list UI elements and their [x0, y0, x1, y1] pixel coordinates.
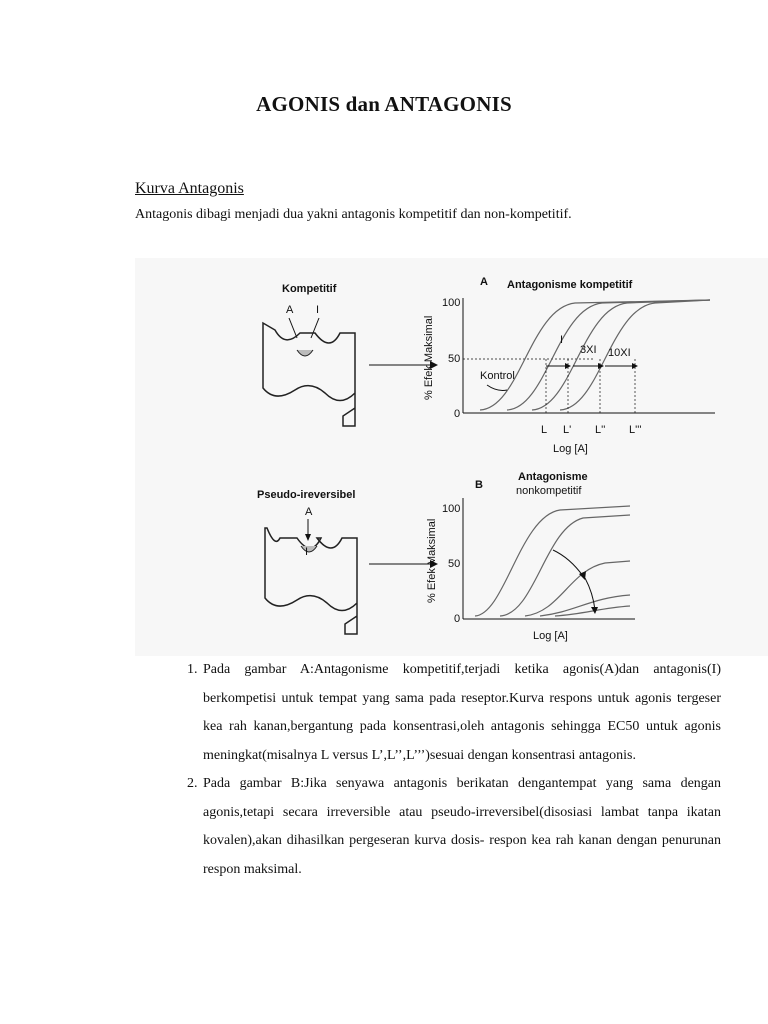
page-title: AGONIS dan ANTAGONIS: [256, 92, 512, 116]
figure-drawing: [135, 258, 768, 656]
receptor-b-label: Pseudo-ireversibel: [257, 489, 356, 501]
panel-b-x-axis-label: Log [A]: [533, 630, 568, 642]
receptor-a-shape: [263, 323, 355, 426]
antagonist-b-label: I: [305, 546, 309, 558]
panel-b-curve-1: [475, 506, 630, 616]
panel-b-y-axis-label: % Efek Maksimal: [426, 518, 438, 603]
panel-b-y-tick-100: 100: [442, 503, 461, 515]
section-heading: Kurva Antagonis: [135, 180, 244, 197]
panel-b-letter: B: [475, 479, 483, 491]
panel-a-x-tick-l3: L''': [629, 424, 642, 436]
panel-a-x-tick-l2: L'': [595, 424, 606, 436]
panel-b-title-line2: nonkompetitif: [516, 485, 582, 497]
intro-paragraph: Antagonis dibagi menjadi dua yakni antagonis kompetitif dan non-kompetitif.: [135, 207, 572, 222]
panel-b-curve-2: [500, 515, 630, 616]
panel-a-x-tick-l: L: [541, 424, 548, 436]
panel-a-annotation-kontrol: Kontrol: [480, 370, 515, 382]
panel-a-y-tick-100: 100: [442, 297, 461, 309]
panel-a-x-tick-l1: L': [563, 424, 572, 436]
receptor-b-shape: [265, 528, 357, 634]
panel-a-letter: A: [480, 276, 488, 288]
panel-b-y-tick-0: 0: [454, 613, 461, 625]
panel-a-y-tick-0: 0: [454, 408, 461, 420]
panel-a-annotation-10xi: 10XI: [608, 347, 631, 359]
panel-a-y-axis-label: % Efek Maksimal: [423, 315, 435, 400]
panel-b-title-line1: Antagonisme: [518, 471, 588, 483]
panel-a-title: Antagonisme kompetitif: [507, 279, 633, 291]
antagonist-a-label: I: [316, 304, 320, 316]
antagonism-figure: [135, 258, 768, 656]
agonist-b-label: A: [305, 506, 313, 518]
panel-a-annotation-3xi: 3XI: [580, 344, 597, 356]
explanation-list: [175, 656, 721, 884]
panel-a-x-axis-label: Log [A]: [553, 443, 588, 455]
panel-b-y-tick-50: 50: [448, 558, 461, 570]
panel-a-annotation-i: I: [560, 334, 564, 346]
list-item: 1. Pada gambar A:Antagonisme kompetitif,terjadi ketika agonis(A)dan antagonis(I) berkompetisi untuk tempat yang sama pada reseptor.Kurva respons untuk agonis tergeser kea rah kanan,bergantung pada konsentrasi,oleh antagonis sehingga EC50 untuk agonis meningkat(misalnya L versus L’,L’’,L’’’)sesuai dengan konsentrasi antagonis.: [201, 656, 721, 770]
list-item: 2. Pada gambar B:Jika senyawa antagonis berikatan dengantempat yang sama dengan agonis,tetapi secara irreversible atau pseudo-irreversibel(disosiasi lambat tanpa ikatan kovalen),akan dihasilkan pergeseran kurva dosis- respon kea rah kanan dengan penurunan respon maksimal.: [201, 770, 721, 884]
agonist-a-label: A: [286, 304, 294, 316]
panel-a-y-tick-50: 50: [448, 353, 461, 365]
receptor-a-label: Kompetitif: [282, 283, 337, 295]
